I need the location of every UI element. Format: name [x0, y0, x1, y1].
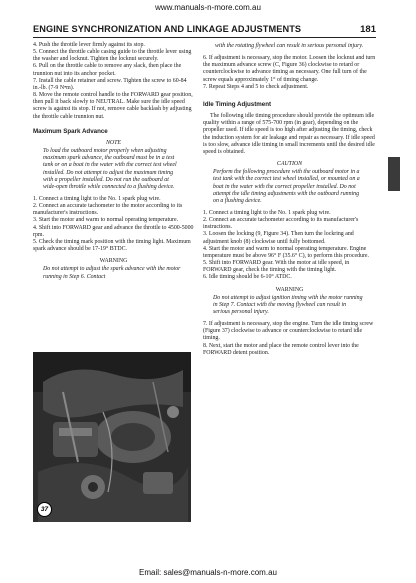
note-label: NOTE: [105, 139, 122, 146]
step-paragraph: 2. Connect an accurate tachometer to the motor according to its manufacturer's instructions.: [33, 203, 183, 217]
note-text: To load the outboard motor properly when adjusting maximum spark advance, the outboard must be in a test tank or on a boat in the water with the correct test wheel installed. Do not attempt to adjust the maximum timing with a propeller installed. Do not run the outboard at wide-open throttle while connected to a flushing device.: [43, 148, 177, 190]
warning-text: Do not attempt to adjust ignition timing with the motor running in Step 7. Contact with the moving flywheel can result in serious personal injury.: [213, 294, 363, 315]
step-paragraph: 4. Push the throttle lever firmly against its stop.: [33, 42, 145, 48]
step-paragraph: 8. Next, start the motor and place the remote control lever into the FORWARD detent position.: [203, 342, 359, 356]
header-rule: [33, 37, 376, 38]
warning-continued-text: with the rotating flywheel can result in serious personal injury.: [215, 43, 364, 49]
warning-text: Do not attempt to adjust the spark advance with the motor running in Step 6. Contact: [43, 266, 181, 280]
step-paragraph: 5. Connect the throttle cable casing guide to the throttle lever using the washer and locknut. Tighten the locknut securely.: [33, 49, 192, 63]
step-paragraph: 3. Loosen the locking (9, Figure 34). Then turn the lockring and adjustment knob (8) clockwise until fully bottomed.: [203, 231, 354, 245]
step-paragraph: 4. Start the motor and warm to normal operating temperature. Engine temperature must be above 96° F (35.6° C), to perform this procedure.: [203, 245, 370, 259]
engine-photo-illustration: [33, 352, 191, 522]
step-paragraph: 6. Pull on the throttle cable to remove any slack, then place the trunnion nut into its anchor pocket.: [33, 63, 182, 77]
warning-label: WARNING: [275, 286, 304, 293]
max-spark-heading: Maximum Spark Advance: [33, 127, 108, 135]
step-paragraph: 1. Connect a timing light to the No. 1 spark plug wire.: [203, 209, 331, 216]
step-paragraph: 7. Repeat Steps 4 and 5 to check adjustment.: [203, 83, 309, 90]
step-paragraph: 5. Check the timing mark position with the timing light. Maximum spark advance should be 17-19° BTDC.: [33, 238, 191, 253]
step-paragraph: 8. Move the remote control handle to the FORWARD gear position, then pull it back slowly to NEUTRAL. Make sure the idle speed screw is against its stop. If not, remove cable backlash by adjusting the throttle cable trunnion nut.: [33, 92, 193, 120]
step-paragraph: 5. Shift into FORWARD gear. With the motor at idle speed, in FORWARD gear, check the timing with the timing light.: [203, 260, 350, 274]
page-number: 181: [360, 24, 376, 35]
site-url-header: www.manuals-n-more.com.au: [155, 3, 261, 12]
step-paragraph: 2. Connect an accurate tachometer according to its manufacturer's instructions.: [203, 217, 359, 231]
idle-timing-heading: Idle Timing Adjustment: [203, 100, 272, 108]
step-paragraph: 3. Start the motor and warm to normal operating temperature.: [33, 217, 179, 224]
page-header: [33, 24, 376, 36]
step-paragraph: 7. Install the cable retainer and screw. Tighten the screw to 60-84 in.-lb. (7-9 N•m).: [33, 77, 187, 91]
right-column: [203, 42, 376, 357]
step-paragraph: 4. Shift into FORWARD gear and advance the throttle to 4500-5000 rpm.: [33, 224, 194, 238]
step-paragraph: 7. If adjustment is necessary, stop the engine. Turn the idle timing screw (Figure 37) clockwise to advance or counterclockwise to retard idle timing.: [203, 321, 374, 342]
step-paragraph: 1. Connect a timing light to the No. 1 spark plug wire.: [33, 195, 161, 202]
step-paragraph: 6. If adjustment is necessary, stop the motor. Loosen the locknut and turn the maximum advance screw (C, Figure 36) clockwise to retard or counterclockwise to advance timing as necessary. One full turn of the screw equals approximately 1° of timing change.: [203, 55, 376, 83]
warning-label: WARNING: [99, 258, 128, 265]
caution-label: CAUTION: [276, 161, 303, 168]
caution-text: Perform the following procedure with the outboard motor in a test tank with the correct test wheel installed, or mounted on a boat in the water with the correct propeller installed. Do not attempt the idle timing adjustments with the outboard running on a flushing device.: [213, 169, 360, 204]
engine-photo: [33, 352, 191, 522]
chapter-title: ENGINE SYNCHRONIZATION AND LINKAGE ADJUSTMENTS: [33, 24, 302, 34]
figure-number-badge: 37: [37, 502, 52, 517]
step-paragraph: 6. Idle timing should be 6-10° ATDC.: [203, 274, 292, 281]
left-column: [33, 42, 194, 281]
footer-email: Email: sales@manuals-n-more.com.au: [139, 568, 277, 577]
idle-intro-paragraph: The following idle timing procedure should provide the optimum idle quality within a range of 575-700 rpm (in gear), depending on the propeller used. If idle speed is too high after adjusting the timing, check the induction system for air leakage and repair as necessary. If idle speed is too slow, advance idle timing in small increments until the desired idle speed is obtained.: [203, 113, 375, 155]
chapter-thumb-tab: [388, 157, 400, 191]
